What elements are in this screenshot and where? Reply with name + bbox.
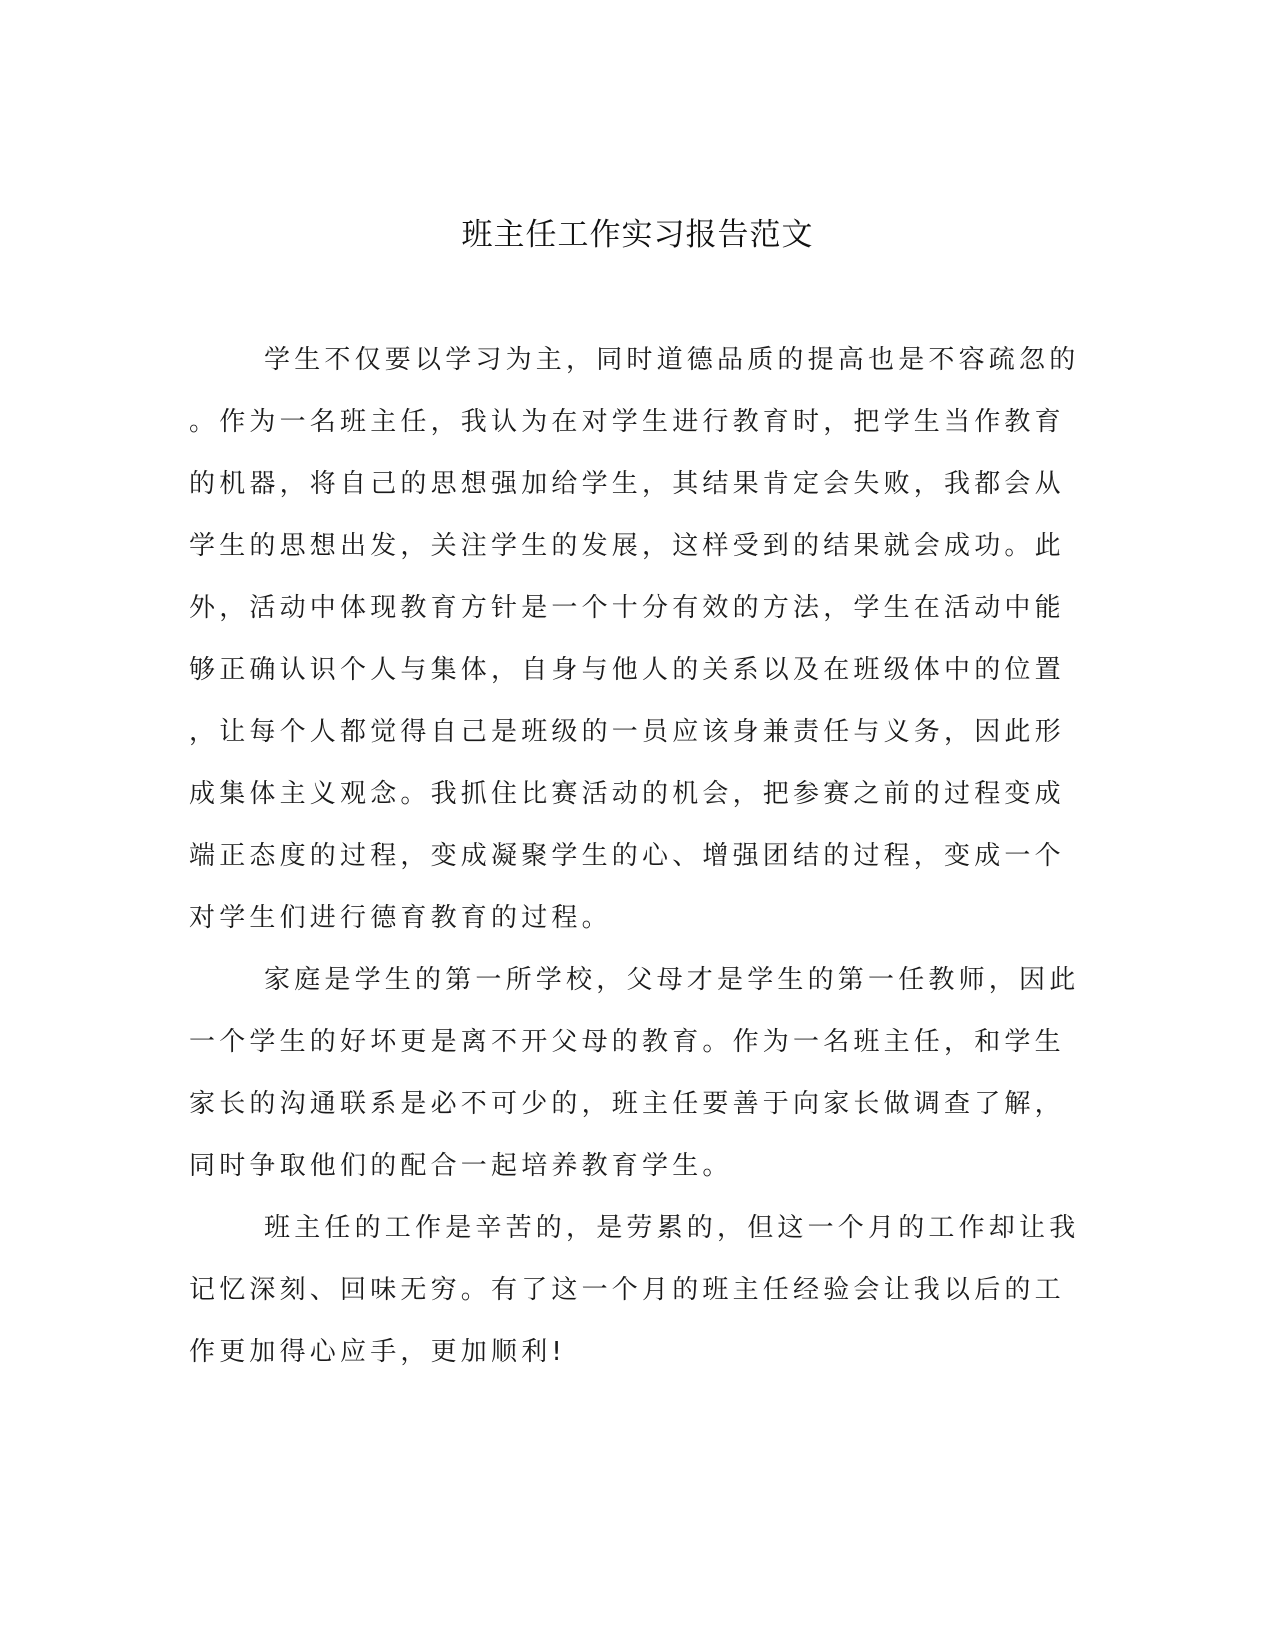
document-title: 班主任工作实习报告范文 <box>461 217 814 253</box>
paragraph-1: 学生不仅要以学习为主，同时道德品质的提高也是不容疏忽的。作为一名班主任，我认为在对学生进行教育时，把学生当作教育的机器，将自己的思想强加给学生，其结果肯定会失败，我都会从学生的思想出发，关注学生的发展，这样受到的结果就会成功。此外，活动中体现教育方针是一个十分有效的方法，学生在活动中能够正确认识个人与集体，自身与他人的关系以及在班级体中的位置，让每个人都觉得自己是班级的一员应该身兼责任与义务，因此形成集体主义观念。我抓住比赛活动的机会，把参赛之前的过程变成端正态度的过程，变成凝聚学生的心、增强团结的过程，变成一个对学生们进行德育教育的过程。 <box>189 345 1080 933</box>
document-body <box>189 329 1089 1383</box>
paragraph-3: 班主任的工作是辛苦的，是劳累的，但这一个月的工作却让我记忆深刻、回味无穷。有了这一个月的班主任经验会让我以后的工作更加得心应手，更加顺利! <box>189 1213 1080 1367</box>
paragraph-2: 家庭是学生的第一所学校，父母才是学生的第一任教师，因此一个学生的好坏更是离不开父母的教育。作为一名班主任，和学生家长的沟通联系是必不可少的，班主任要善于向家长做调查了解，同时争取他们的配合一起培养教育学生。 <box>189 965 1080 1181</box>
